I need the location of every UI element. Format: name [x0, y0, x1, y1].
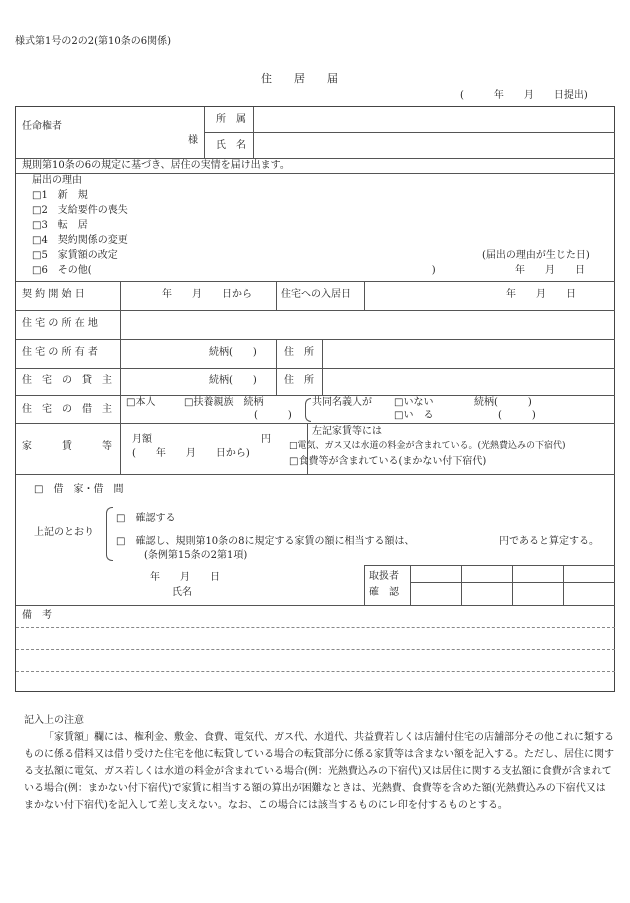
- lender-relation: 続柄( ): [209, 375, 257, 386]
- appointer-label: 任命権者: [22, 121, 62, 132]
- co-relation-paren: ( ): [498, 410, 536, 421]
- handler-label: 取扱者: [369, 571, 399, 582]
- form-title: 住 居 届: [261, 72, 338, 85]
- form-number: 様式第1号の2の2(第10条の6関係): [15, 36, 171, 47]
- name-label: 氏 名: [216, 140, 246, 151]
- residence-form: [15, 106, 615, 692]
- confirm-stamp-label: 確 認: [369, 587, 399, 598]
- lender-label: 住 宅 の 貸 主: [22, 375, 112, 386]
- contract-label: 契 約 開 始 日: [22, 289, 85, 300]
- confirm-calc-suffix: 円であると算定する。: [499, 536, 599, 547]
- confirm-calc-checkbox[interactable]: □ 確認し、規則第10条の8に規定する家賃の額に相当する額は、: [116, 536, 415, 547]
- co-relation: 続柄( ): [474, 397, 532, 408]
- notes-section: [24, 712, 614, 814]
- notes-body: 「家賃額」欄には、権利金、敷金、食費、電気代、ガス代、水道代、共益費若しくは店舗付住宅の店舗部分その他これに類するものに係る借料又は借り受けた住宅を他に転貸している場合の転貸部分に係る家賃等は含まない額を記入する。ただし、居住に関する支払額に電気、ガス若しくは水道の料金が含まれている場合(例：光熱費込みの下宿代)又は居住に関する支払額に食費が含まれている場合(例：まかない付下宿代)で家賃に相当する額の算出が困難なときは、光熱費、食費等を含めた額(光熱費込みの下宿代又はまかない付下宿代)を記入して差し支えない。なお、この場合には該当するものにレ印を付するものとする。: [24, 732, 614, 811]
- reason-item[interactable]: □3 転 居: [32, 220, 88, 231]
- owner-relation: 続柄( ): [209, 347, 257, 358]
- owner-address-label: 住 所: [284, 347, 314, 358]
- reason-occurred-label: (届出の理由が生じた日): [482, 250, 590, 261]
- brace-shape: [305, 398, 311, 422]
- rent-from: ( 年 月 日から): [132, 448, 250, 459]
- confirm-name-label: 氏名: [172, 587, 192, 598]
- rent-includes-heading: 左記家賃等には: [312, 426, 382, 437]
- reason-occurred-date: 年 月 日: [515, 265, 585, 276]
- reason-item[interactable]: □5 家賃額の改定: [32, 250, 118, 261]
- borrower-dependent-checkbox[interactable]: □扶養親族 続柄: [184, 397, 264, 408]
- contract-date: 年 月 日から: [162, 289, 252, 300]
- co-name-label: 共同名義人が: [312, 397, 372, 408]
- reasons-heading: 届出の理由: [32, 175, 82, 186]
- lender-address-label: 住 所: [284, 375, 314, 386]
- rent-meals-checkbox[interactable]: □食費等が含まれている(まかない付下宿代): [289, 456, 487, 467]
- owner-label: 住 宅 の 所 有 者: [22, 347, 98, 358]
- statement-text: 規則第10条の6の規定に基づき、居住の実情を届け出ます。: [22, 160, 290, 171]
- reason-item[interactable]: □6 その他( ): [32, 265, 436, 276]
- reason-item[interactable]: □1 新 規: [32, 190, 88, 201]
- move-in-label: 住宅への入居日: [281, 289, 351, 300]
- borrower-self-checkbox[interactable]: □本人: [126, 397, 156, 408]
- notes-heading: 記入上の注意: [24, 715, 84, 726]
- remarks-label: 備 考: [22, 610, 52, 621]
- co-none-checkbox[interactable]: □いない: [394, 397, 434, 408]
- affiliation-label: 所 属: [216, 114, 246, 125]
- borrower-dependent-paren: ( ): [254, 410, 292, 421]
- as-above-label: 上記のとおり: [34, 527, 94, 538]
- confirm-checkbox[interactable]: □ 確認する: [116, 513, 176, 524]
- sublease-checkbox[interactable]: □ 借 家・借 間: [34, 484, 124, 495]
- rent-yen: 円: [261, 434, 271, 445]
- rent-label: 家 賃 等: [22, 441, 112, 452]
- confirm-calc-note: (条例第15条の2第1項): [144, 550, 248, 561]
- address-label: 住 宅 の 所 在 地: [22, 318, 98, 329]
- confirm-date: 年 月 日: [150, 572, 220, 583]
- reason-item[interactable]: □4 契約関係の変更: [32, 235, 128, 246]
- reason-item[interactable]: □2 支給要件の喪失: [32, 205, 128, 216]
- rent-monthly-label: 月額: [132, 434, 152, 445]
- borrower-label: 住 宅 の 借 主: [22, 404, 112, 415]
- rent-utilities-checkbox[interactable]: □電気、ガス又は水道の料金が含まれている。(光熱費込みの下宿代): [289, 441, 566, 451]
- submit-date: ( 年 月 日提出): [460, 90, 588, 101]
- sama-label: 様: [188, 135, 198, 146]
- co-exists-checkbox[interactable]: □い る: [394, 410, 434, 421]
- move-in-date: 年 月 日: [506, 289, 576, 300]
- brace-shape: [106, 507, 113, 561]
